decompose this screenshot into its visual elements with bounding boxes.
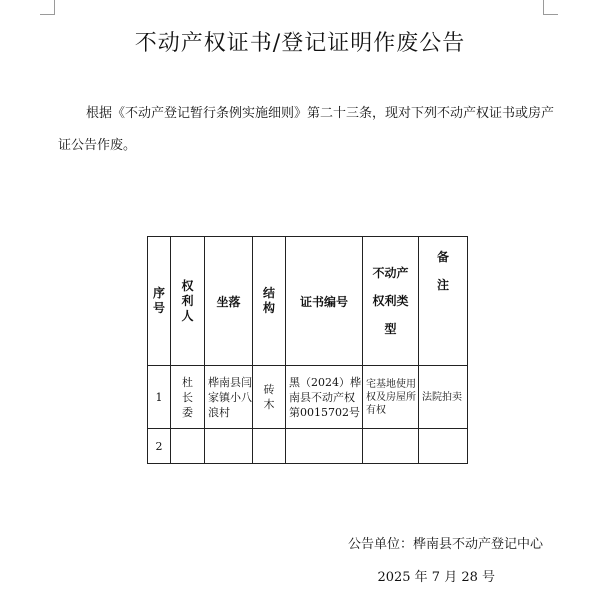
footer-org: 公告单位：桦南县不动产登记中心 bbox=[347, 537, 543, 552]
row1-structure-cell bbox=[253, 366, 286, 429]
row2-location bbox=[205, 429, 253, 464]
row2-structure bbox=[253, 429, 286, 464]
header-note bbox=[419, 237, 468, 366]
page-corner-mark-right bbox=[543, 0, 558, 15]
document-title: 不动产权证书/登记证明作废公告 bbox=[134, 31, 466, 56]
header-note-label: 备注 bbox=[436, 250, 449, 292]
row1-note: 法院拍卖 bbox=[419, 366, 468, 429]
footer-date: 2025 年 7 月 28 号 bbox=[377, 570, 495, 585]
table-row bbox=[148, 429, 468, 464]
row1-seq: 1 bbox=[148, 366, 171, 429]
header-structure bbox=[253, 237, 286, 366]
header-right-type-label: 不动产权利类型 bbox=[372, 266, 409, 336]
row2-holder bbox=[171, 429, 205, 464]
header-seq-label: 序号 bbox=[152, 286, 165, 315]
row1-location: 桦南县闫家镇小八浪村 bbox=[205, 366, 253, 429]
header-seq bbox=[148, 237, 171, 366]
table-row bbox=[148, 366, 468, 429]
notice-table bbox=[147, 236, 468, 464]
header-right-type bbox=[363, 237, 419, 366]
page-corner-mark-left bbox=[40, 0, 55, 15]
row1-cert-no: 黑（2024）桦南县不动产权第0015702号 bbox=[286, 366, 363, 429]
row1-right-type: 宅基地使用权及房屋所有权 bbox=[363, 366, 419, 429]
document-body: 根据《不动产登记暂行条例实施细则》第二十三条，现对下列不动产权证书或房产证公告作废。 bbox=[58, 106, 555, 153]
header-location: 坐落 bbox=[205, 237, 253, 366]
header-holder-label: 权利人 bbox=[181, 278, 194, 323]
row1-holder-cell bbox=[171, 366, 205, 429]
row1-holder: 杜长委 bbox=[182, 375, 193, 419]
row2-right-type bbox=[363, 429, 419, 464]
header-cert-no: 证书编号 bbox=[286, 237, 363, 366]
header-holder bbox=[171, 237, 205, 366]
row2-cert-no bbox=[286, 429, 363, 464]
row2-seq: 2 bbox=[148, 429, 171, 464]
table-header-row bbox=[148, 237, 468, 366]
header-structure-label: 结构 bbox=[262, 286, 275, 315]
row2-note bbox=[419, 429, 468, 464]
row1-structure: 砖木 bbox=[263, 383, 275, 411]
